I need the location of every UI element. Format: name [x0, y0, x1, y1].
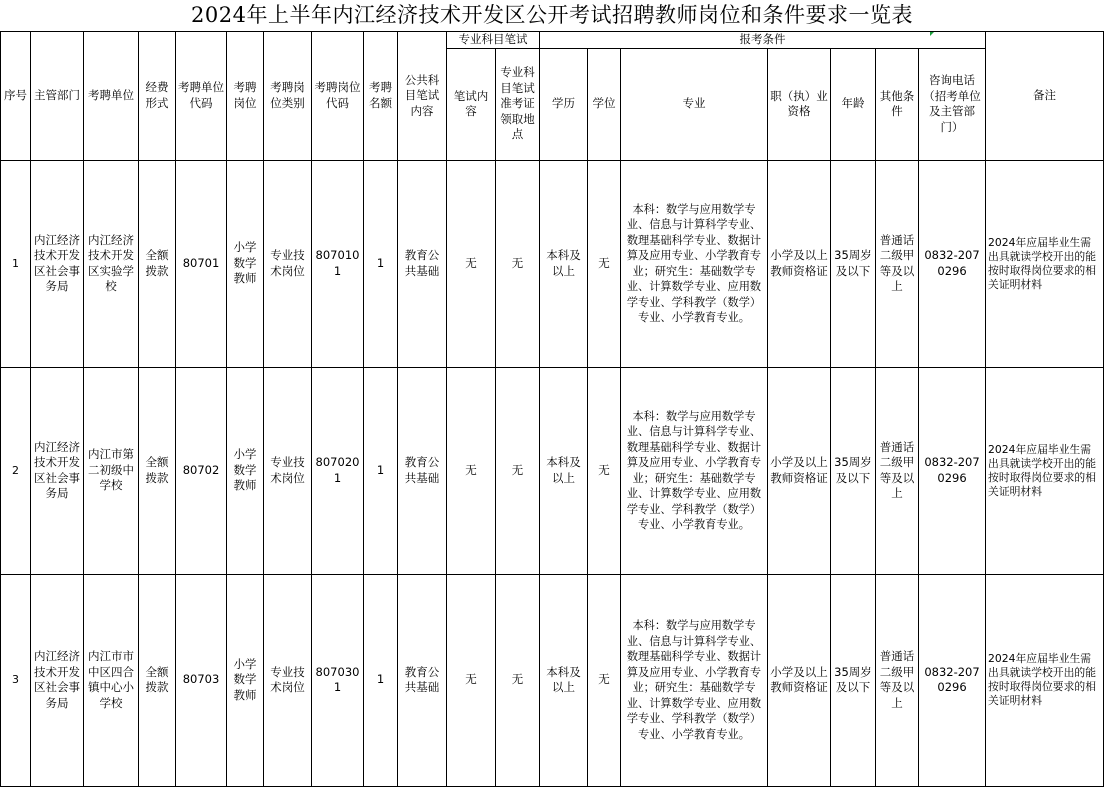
- header-major: 专业: [621, 48, 768, 160]
- cell-quota: 1: [364, 367, 398, 574]
- cell-remark: 2024年应届毕业生需出具就读学校开出的能按时取得岗位要求的相关证明材料: [986, 367, 1104, 574]
- cell-unit: 内江市第二初级中学校: [84, 367, 139, 574]
- table-body: [1, 160, 1104, 786]
- table-row: [1, 160, 1104, 367]
- cell-post: 小学数学教师: [227, 367, 264, 574]
- cell-major: 本科：数学与应用数学专业、信息与计算科学专业、数理基础科学专业、数据计算及应用专业、小学教育专业；研究生：基础数学专业、计算数学专业、应用数学专业、学科教学（数学）专业、小学教育专业。: [621, 574, 768, 786]
- cell-age: 35周岁及以下: [831, 160, 876, 367]
- header-ticket-place: 专业科目笔试准考证领取地点: [496, 48, 540, 160]
- cell-funding: 全额拨款: [139, 160, 176, 367]
- header-post-code: 考聘岗位代码: [312, 32, 364, 161]
- table-row: [1, 367, 1104, 574]
- header-dept: 主管部门: [31, 32, 84, 161]
- cell-ticket-place: 无: [496, 367, 540, 574]
- cell-post-code: 8070101: [312, 160, 364, 367]
- cell-major: 本科：数学与应用数学专业、信息与计算科学专业、数理基础科学专业、数据计算及应用专业、小学教育专业；研究生：基础数学专业、计算数学专业、应用数学专业、学科教学（数学）专业、小学教育专业。: [621, 367, 768, 574]
- cell-education: 本科及以上: [540, 367, 588, 574]
- cell-other: 普通话二级甲等及以上: [876, 367, 919, 574]
- cell-seq: 1: [1, 160, 31, 367]
- cell-public-exam: 教育公共基础: [398, 367, 447, 574]
- cell-exam-content: 无: [447, 574, 496, 786]
- cell-exam-content: 无: [447, 160, 496, 367]
- header-degree: 学位: [588, 48, 621, 160]
- cell-post-code: 8070301: [312, 574, 364, 786]
- cell-seq: 2: [1, 367, 31, 574]
- cell-remark: 2024年应届毕业生需出具就读学校开出的能按时取得岗位要求的相关证明材料: [986, 574, 1104, 786]
- cell-age: 35周岁及以下: [831, 574, 876, 786]
- cell-post-type: 专业技术岗位: [264, 160, 312, 367]
- cell-public-exam: 教育公共基础: [398, 160, 447, 367]
- cell-degree: 无: [588, 574, 621, 786]
- header-public-exam: 公共科目笔试内容: [398, 32, 447, 161]
- table-row: [1, 574, 1104, 786]
- sheet-title: 2024年上半年内江经济技术开发区公开考试招聘教师岗位和条件要求一览表: [191, 3, 913, 27]
- header-remark: 备注: [986, 32, 1104, 161]
- cell-education: 本科及以上: [540, 574, 588, 786]
- cell-quota: 1: [364, 574, 398, 786]
- cell-age: 35周岁及以下: [831, 367, 876, 574]
- cell-other: 普通话二级甲等及以上: [876, 160, 919, 367]
- cell-dept: 内江经济技术开发区社会事务局: [31, 160, 84, 367]
- cell-remark: 2024年应届毕业生需出具就读学校开出的能按时取得岗位要求的相关证明材料: [986, 160, 1104, 367]
- header-qualification: 职（执）业资格: [768, 48, 831, 160]
- cell-exam-content: 无: [447, 367, 496, 574]
- cell-ticket-place: 无: [496, 160, 540, 367]
- cell-qualification: 小学及以上教师资格证: [768, 574, 831, 786]
- cell-post: 小学数学教师: [227, 160, 264, 367]
- cell-phone: 0832-2070296: [919, 160, 986, 367]
- cell-unit: 内江经济技术开发区实验学校: [84, 160, 139, 367]
- cell-phone: 0832-2070296: [919, 574, 986, 786]
- cell-post-code: 8070201: [312, 367, 364, 574]
- cell-unit-code: 80702: [176, 367, 227, 574]
- header-phone: 咨询电话（招考单位及主管部门）: [919, 48, 986, 160]
- header-seq: 序号: [1, 32, 31, 161]
- header-group-written-exam: 专业科目笔试: [447, 32, 540, 49]
- header-unit: 考聘单位: [84, 32, 139, 161]
- header-group-requirements: 报考条件: [540, 32, 986, 49]
- cell-ticket-place: 无: [496, 574, 540, 786]
- cell-post-type: 专业技术岗位: [264, 574, 312, 786]
- cell-degree: 无: [588, 367, 621, 574]
- cell-funding: 全额拨款: [139, 574, 176, 786]
- cell-unit-code: 80701: [176, 160, 227, 367]
- cell-other: 普通话二级甲等及以上: [876, 574, 919, 786]
- cell-degree: 无: [588, 160, 621, 367]
- recruitment-table: [0, 31, 1104, 787]
- cell-quota: 1: [364, 160, 398, 367]
- header-quota: 考聘名额: [364, 32, 398, 161]
- header-age: 年龄: [831, 48, 876, 160]
- cell-unit: 内江市市中区四合镇中心小学校: [84, 574, 139, 786]
- cell-phone: 0832-2070296: [919, 367, 986, 574]
- cell-unit-code: 80703: [176, 574, 227, 786]
- header-funding: 经费形式: [139, 32, 176, 161]
- cell-funding: 全额拨款: [139, 367, 176, 574]
- cell-seq: 3: [1, 574, 31, 786]
- header-unit-code: 考聘单位代码: [176, 32, 227, 161]
- header-other: 其他条件: [876, 48, 919, 160]
- header-exam-content: 笔试内容: [447, 48, 496, 160]
- cell-post-type: 专业技术岗位: [264, 367, 312, 574]
- cell-qualification: 小学及以上教师资格证: [768, 160, 831, 367]
- cell-public-exam: 教育公共基础: [398, 574, 447, 786]
- cell-dept: 内江经济技术开发区社会事务局: [31, 574, 84, 786]
- cell-education: 本科及以上: [540, 160, 588, 367]
- table-header: [1, 32, 1104, 161]
- header-post-type: 考聘岗位类别: [264, 32, 312, 161]
- cell-qualification: 小学及以上教师资格证: [768, 367, 831, 574]
- cell-dept: 内江经济技术开发区社会事务局: [31, 367, 84, 574]
- cell-major: 本科：数学与应用数学专业、信息与计算科学专业、数理基础科学专业、数据计算及应用专业、小学教育专业；研究生：基础数学专业、计算数学专业、应用数学专业、学科教学（数学）专业、小学教育专业。: [621, 160, 768, 367]
- header-post: 考聘岗位: [227, 32, 264, 161]
- cell-post: 小学数学教师: [227, 574, 264, 786]
- header-education: 学历: [540, 48, 588, 160]
